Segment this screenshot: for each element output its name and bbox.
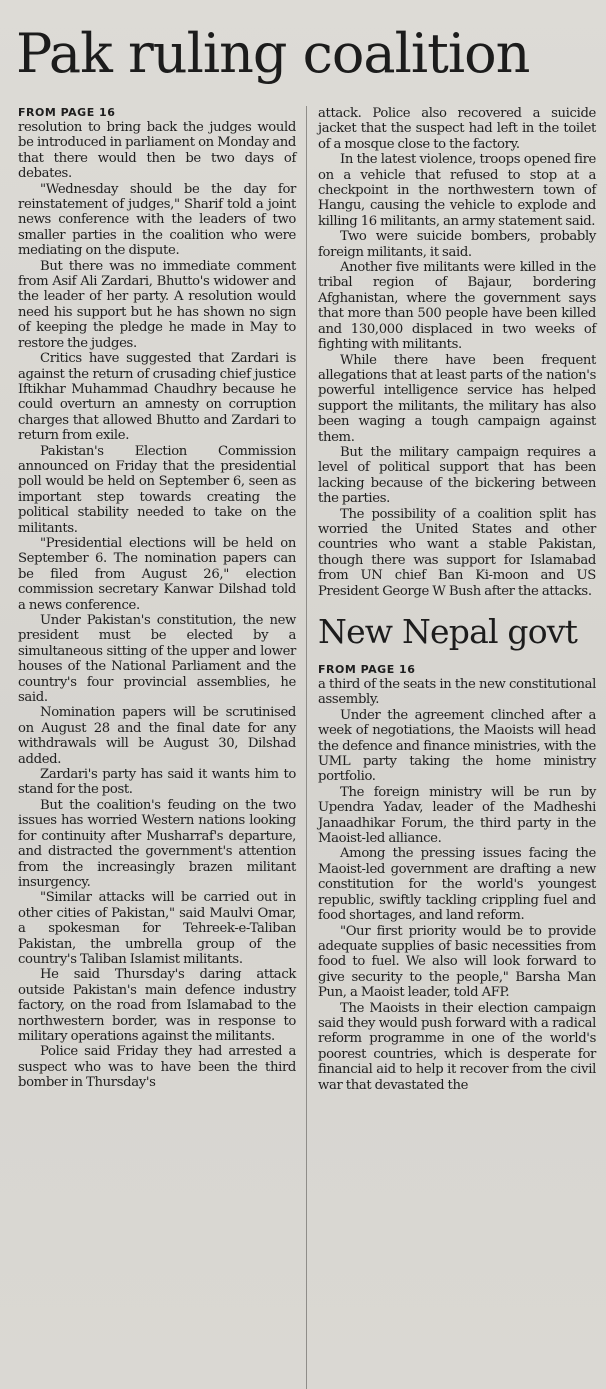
article-paragraph: But there was no immediate comment from Asif Ali Zardari, Bhutto's widower and the leader of her party. A resolution would need his support but he has shown no sign of keeping the pledge he made in May to restore the judges. <box>18 258 296 351</box>
article-paragraph: "Similar attacks will be carried out in other cities of Pakistan," said Maulvi Omar, a spokesman for Tehreek-e-Taliban Pakistan, the umbrella group of the country's Taliban Islamist militants. <box>18 890 296 967</box>
article-paragraph: Critics have suggested that Zardari is against the return of crusading chief justice Iftikhar Muhammad Chaudhry because he could overturn an amnesty on corruption charges that allowed Bhutto and Zardari to return from exile. <box>18 351 296 444</box>
article-paragraph: Under Pakistan's constitution, the new president must be elected by a simultaneous sitting of the upper and lower houses of the National Parliament and the country's four provincial assemblies, he said. <box>18 613 296 706</box>
nepal-paragraph: Under the agreement clinched after a week of negotiations, the Maoists will head the defence and finance ministries, with the UML party taking the home ministry portfolio. <box>318 707 596 785</box>
article-paragraph: Two were suicide bombers, probably foreign militants, it said. <box>318 229 596 260</box>
article-paragraph: resolution to bring back the judges would be introduced in parliament on Monday and that there would then be two days of debates. <box>18 120 296 182</box>
article-paragraph: "Presidential elections will be held on September 6. The nomination papers can be filed from August 26," election commission secretary Kanwar Dilshad told a news conference. <box>18 535 296 613</box>
headline: Pak ruling coalition <box>16 22 530 85</box>
article-paragraph: Another five militants were killed in the tribal region of Bajaur, bordering Afghanistan, where the government says that more than 500 people have been killed and 130,000 displaced in two weeks of fighting with militants. <box>318 260 596 353</box>
column-divider <box>306 106 307 1389</box>
nepal-paragraph: The foreign ministry will be run by Upendra Yadav, leader of the Madheshi Janaadhikar Forum, the third party in the Maoist-led alliance. <box>318 784 596 847</box>
article-paragraph: attack. Police also recovered a suicide jacket that the suspect had left in the toilet of a mosque close to the factory. <box>318 106 596 152</box>
article-paragraph: Nomination papers will be scrutinised on August 28 and the final date for any withdrawals will be August 30, Dilshad added. <box>18 705 296 767</box>
article-paragraph: In the latest violence, troops opened fire on a vehicle that refused to stop at a checkpoint in the northwestern town of Hangu, causing the vehicle to explode and killing 16 militants, an army statement said. <box>318 152 596 229</box>
continuation-kicker: FROM PAGE 16 <box>18 106 116 119</box>
article-paragraph: While there have been frequent allegations that at least parts of the nation's powerful intelligence service has helped support the militants, the military has also been waging a tough campaign against them. <box>318 352 596 445</box>
nepal-continuation-kicker: FROM PAGE 16 <box>318 663 416 676</box>
left-column <box>18 106 296 1091</box>
nepal-paragraph: Among the pressing issues facing the Maoist-led government are drafting a new constitution for the world's youngest republic, swiftly tackling crippling fuel and food shortages, and land reform. <box>318 846 596 924</box>
article-paragraph: "Wednesday should be the day for reinstatement of judges," Sharif told a joint news conference with the leaders of two smaller parties in the coalition who were mediating on the dispute. <box>18 181 296 259</box>
article-paragraph: Police said Friday they had arrested a suspect who was to have been the third bomber in Thursday's <box>18 1044 296 1091</box>
nepal-paragraph: The Maoists in their election campaign said they would push forward with a radical reform programme in one of the world's poorest countries, which is desperate for financial aid to help it recover from the civil war that devastated the <box>318 1000 596 1093</box>
nepal-paragraph: a third of the seats in the new constitutional assembly. <box>318 677 596 708</box>
right-column <box>318 106 596 1093</box>
nepal-subheadline: New Nepal govt <box>318 612 578 651</box>
article-paragraph: The possibility of a coalition split has worried the United States and other countries who want a stable Pakistan, though there was support for Islamabad from UN chief Ban Ki-moon and US President George W Bush after the attacks. <box>318 506 596 599</box>
article-paragraph: But the coalition's feuding on the two issues has worried Western nations looking for continuity after Musharraf's departure, and distracted the government's attention from the increasingly brazen militant insurgency. <box>18 797 296 890</box>
article-paragraph: But the military campaign requires a level of political support that has been lacking because of the bickering between the parties. <box>318 444 596 507</box>
article-paragraph: Pakistan's Election Commission announced on Friday that the presidential poll would be held on September 6, seen as important step towards creating the political stability needed to take on the militants. <box>18 443 296 536</box>
article-paragraph: He said Thursday's daring attack outside Pakistan's main defence industry factory, on the road from Islamabad to the northwestern border, was in response to military operations against the militants. <box>18 967 296 1044</box>
article-paragraph: Zardari's party has said it wants him to stand for the post. <box>18 767 296 798</box>
nepal-paragraph: "Our first priority would be to provide adequate supplies of basic necessities from food to fuel. We also will look forward to give security to the people," Barsha Man Pun, a Maoist leader, told AFP. <box>318 923 596 1001</box>
